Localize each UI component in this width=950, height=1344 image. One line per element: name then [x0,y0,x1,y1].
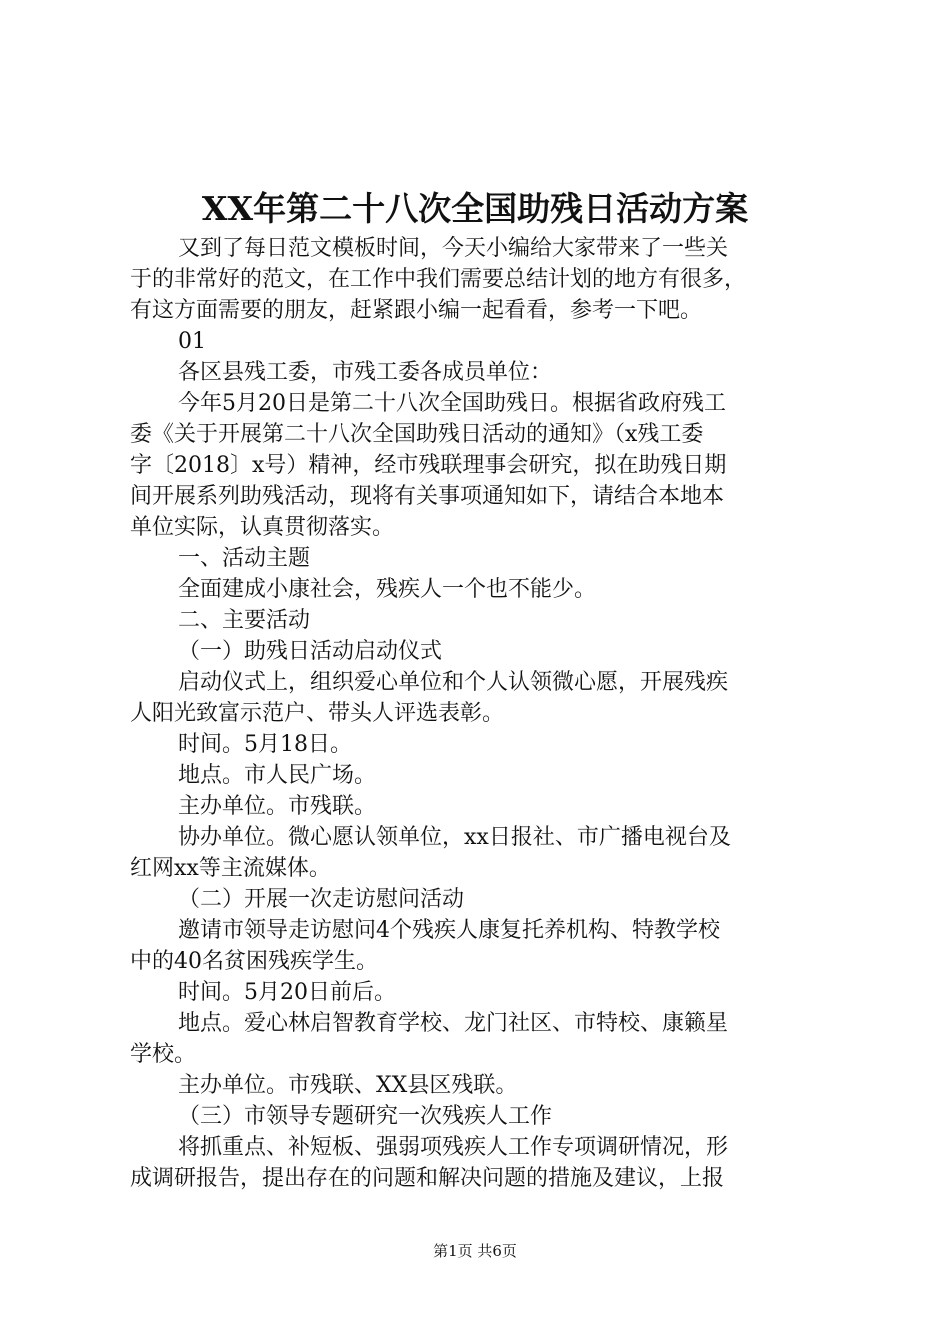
body-line: 邀请市领导走访慰问4个残疾人康复托养机构、特教学校 [178,918,720,943]
body-line: 01 [178,329,206,354]
body-line: 单位实际，认真贯彻落实。 [130,515,395,540]
body-line: 字〔2018〕x号）精神，经市残联理事会研究，拟在助残日期 [130,453,727,478]
body-line: 有这方面需要的朋友，赶紧跟小编一起看看，参考一下吧。 [130,298,703,323]
body-line: （三）市领导专题研究一次残疾人工作 [178,1104,553,1129]
body-line: 时间。5月18日。 [178,732,352,757]
body-line: 全面建成小康社会，残疾人一个也不能少。 [178,577,597,602]
body-line: 协办单位。微心愿认领单位，xx日报社、市广播电视台及 [178,825,731,850]
body-line: 主办单位。市残联。 [178,794,377,819]
body-line: 中的40名贫困残疾学生。 [130,949,378,974]
body-line: 各区县残工委，市残工委各成员单位： [178,360,553,385]
body-line: 一、活动主题 [178,546,311,571]
body-line: 于的非常好的范文，在工作中我们需要总结计划的地方有很多， [130,267,747,292]
body-line: 又到了每日范文模板时间，今天小编给大家带来了一些关 [178,236,729,261]
body-line: （二）开展一次走访慰问活动 [178,887,465,912]
body-line: 二、主要活动 [178,608,311,633]
body-line: 时间。5月20日前后。 [178,980,396,1005]
body-line: 学校。 [130,1042,197,1067]
body-line: 红网xx等主流媒体。 [130,856,331,881]
body-line: 人阳光致富示范户、带头人评选表彰。 [130,701,505,726]
body-line: 成调研报告，提出存在的问题和解决问题的措施及建议，上报 [130,1166,725,1191]
page-footer: 第1页 共6页 [433,1242,517,1260]
document-body [130,233,830,1194]
body-line: 启动仪式上，组织爱心单位和个人认领微心愿，开展残疾 [178,670,729,695]
body-line: 地点。爱心林启智教育学校、龙门社区、市特校、康籁星 [178,1011,729,1036]
body-line: 间开展系列助残活动，现将有关事项通知如下，请结合本地本 [130,484,725,509]
body-line: （一）助残日活动启动仪式 [178,639,443,664]
body-line: 今年5月20日是第二十八次全国助残日。根据省政府残工 [178,391,726,416]
body-line: 主办单位。市残联、XX县区残联。 [178,1073,518,1098]
body-line: 将抓重点、补短板、强弱项残疾人工作专项调研情况，形 [178,1135,729,1160]
body-line: 地点。市人民广场。 [178,763,377,788]
body-line: 委《关于开展第二十八次全国助残日活动的通知》（x残工委 [130,422,704,447]
document-title: XX年第二十八次全国助残日活动方案 [201,189,749,228]
